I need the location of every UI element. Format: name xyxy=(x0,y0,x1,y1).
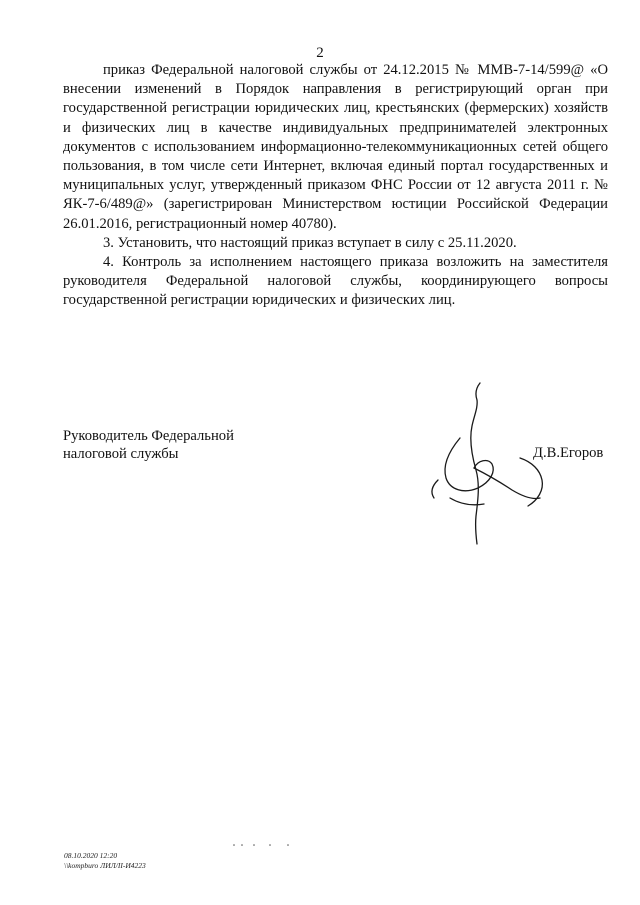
document-body xyxy=(63,61,608,311)
signatory-position-line1: Руководитель Федеральной xyxy=(63,428,234,444)
footer-source: \\kompburo ЛИЛ/II-И4223 xyxy=(64,861,146,870)
scan-artifact-dots xyxy=(232,843,292,847)
footer-metadata xyxy=(64,851,146,871)
signatory-name: Д.В.Егоров xyxy=(533,445,604,461)
footer-timestamp: 08.10.2020 12:20 xyxy=(64,851,118,860)
paragraph-effective-date: 3. Установить, что настоящий приказ вступает в силу с 25.11.2020. xyxy=(103,234,517,251)
paragraph-control: 4. Контроль за исполнением настоящего приказа возложить на заместителя руководителя Федеральной налоговой службы, координирующего вопросы государственной регистрации юридических и физических лиц. xyxy=(63,254,608,309)
handwritten-signature xyxy=(420,378,560,548)
signatory-position xyxy=(63,427,234,463)
page-number: 2 xyxy=(316,45,324,61)
signatory-position-line2: налоговой службы xyxy=(63,446,179,462)
paragraph-prior-order: приказ Федеральной налоговой службы от 24.12.2015 № ММВ-7-14/599@ «О внесении изменений в Порядок направления в регистрирующий орган при государственной регистрации юридических лиц, крестьянских (фермерских) хозяйств и физических лиц в качестве индивидуальных предпринимателей электронных документов с использованием информационно-телекоммуникационных сетей общего пользования, в том числе сети Интернет, включая единый портал государственных и муниципальных услуг, утвержденный приказом ФНС России от 12 августа 2011 г. № ЯК-7-6/489@» (зарегистрирован Министерством юстиции Российской Федерации 26.01.2016, регистрационный номер 40780). xyxy=(63,62,608,232)
